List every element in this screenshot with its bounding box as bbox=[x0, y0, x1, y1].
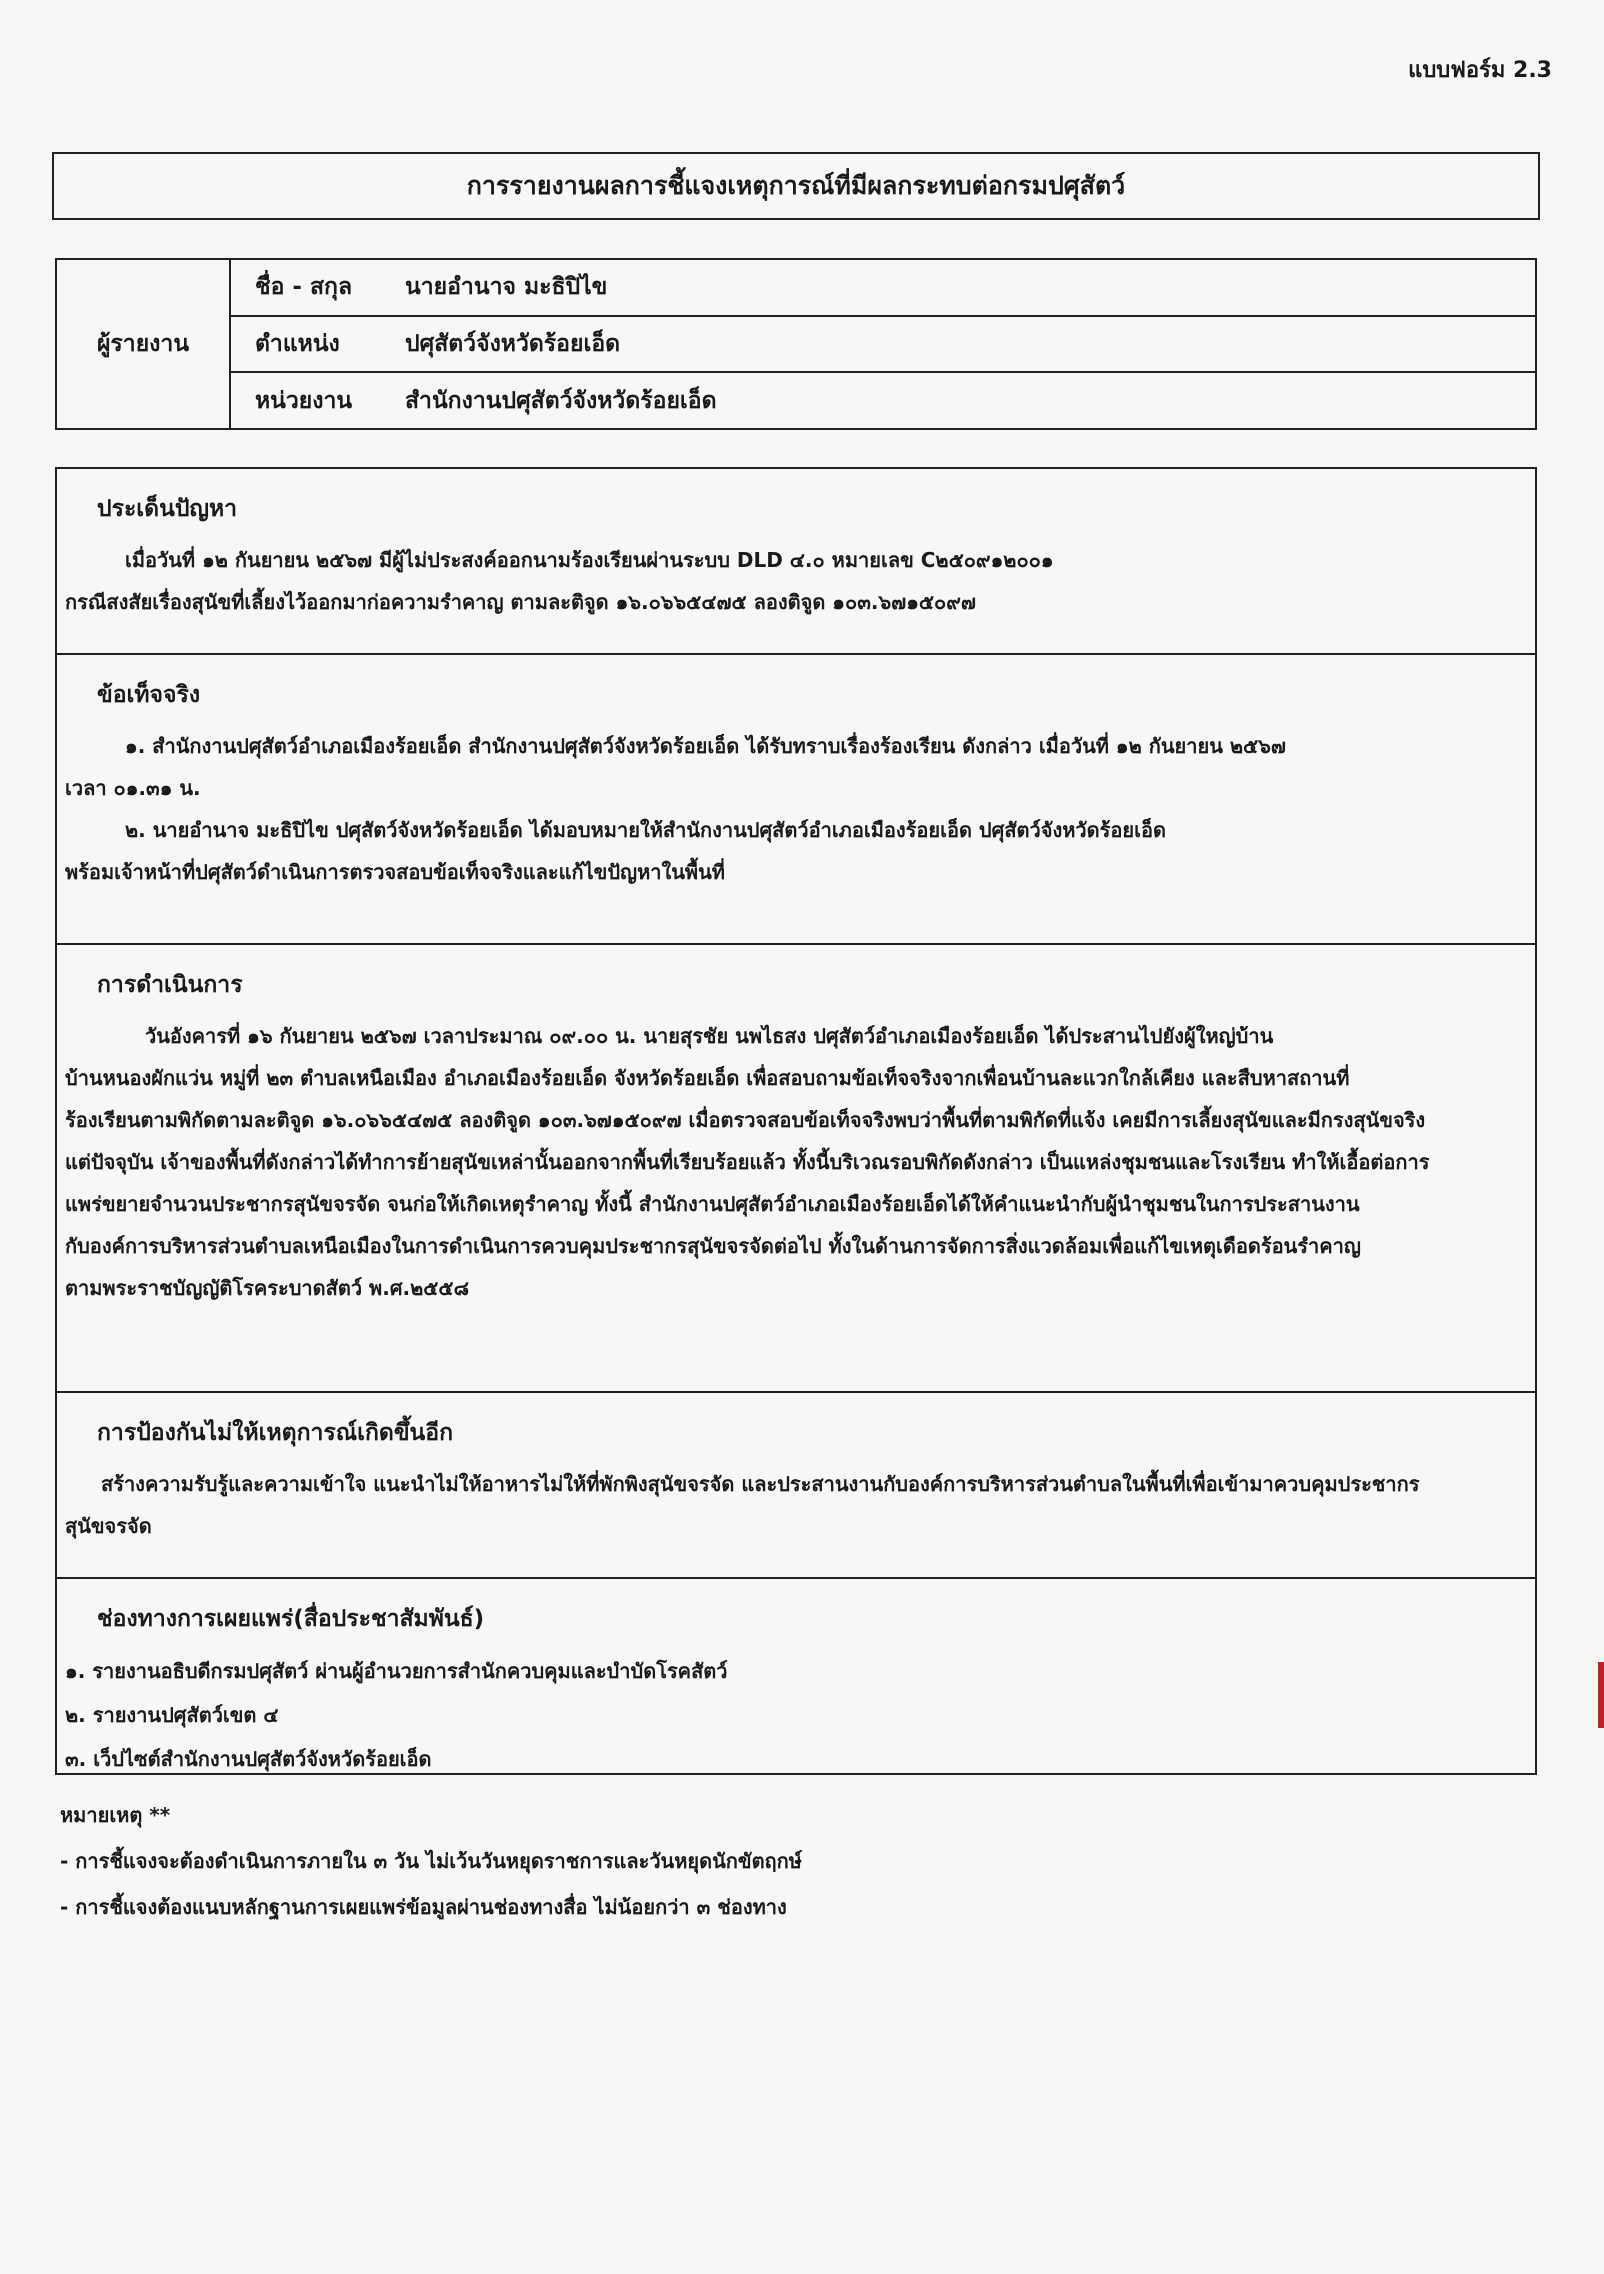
report-body bbox=[55, 467, 1537, 1775]
section-line: ร้องเรียนตามพิกัดตามละติจูด ๑๖.๐๖๖๕๔๗๕ ลองติจูด ๑๐๓.๖๗๑๕๐๙๗ เมื่อตรวจสอบข้อเท็จจริงพบว่าพื้นที่ตามพิกัดที่แจ้ง เคยมีการเลี้ยงสุนัขและมีกรงสุนัขจริง bbox=[65, 1108, 1426, 1132]
section-heading: การดำเนินการ bbox=[97, 972, 243, 998]
reporter-label: ผู้รายงาน bbox=[57, 260, 231, 428]
section-actions bbox=[57, 945, 1535, 1393]
section-line: เมื่อวันที่ ๑๒ กันยายน ๒๕๖๗ มีผู้ไม่ประสงค์ออกนามร้องเรียนผ่านระบบ DLD ๔.๐ หมายเลข C๒๕๐๙๑๒๐๐๑ bbox=[125, 548, 1054, 572]
section-line: พร้อมเจ้าหน้าที่ปศุสัตว์ดำเนินการตรวจสอบข้อเท็จจริงและแก้ไขปัญหาในพื้นที่ bbox=[65, 860, 725, 884]
section-heading: ข้อเท็จจริง bbox=[97, 682, 201, 708]
section-line: กับองค์การบริหารส่วนตำบลเหนือเมืองในการดำเนินการควบคุมประชากรสุนัขจรจัดต่อไป ทั้งในด้านการจัดการสิ่งแวดล้อมเพื่อแก้ไขเหตุเดือดร้อนรำคาญ bbox=[65, 1234, 1361, 1258]
section-line: ๑. รายงานอธิบดีกรมปศุสัตว์ ผ่านผู้อำนวยการสำนักควบคุมและบำบัดโรคสัตว์ bbox=[65, 1659, 728, 1683]
edge-mark bbox=[1598, 1662, 1604, 1728]
section-facts bbox=[57, 655, 1535, 945]
note-item: - การชี้แจงต้องแนบหลักฐานการเผยแพร่ข้อมูลผ่านช่องทางสื่อ ไม่น้อยกว่า ๓ ช่องทาง bbox=[60, 1895, 787, 1919]
field-key: ตำแหน่ง bbox=[255, 331, 340, 357]
reporter-row-position bbox=[231, 317, 1535, 374]
field-value: นายอำนาจ มะธิปิไข bbox=[405, 274, 608, 301]
section-heading: ประเด็นปัญหา bbox=[97, 496, 238, 522]
section-line: บ้านหนองผักแว่น หมู่ที่ ๒๓ ตำบลเหนือเมือง อำเภอเมืองร้อยเอ็ด จังหวัดร้อยเอ็ด เพื่อสอบถามข้อเท็จจริงจากเพื่อนบ้านละแวกใกล้เคียง และสืบหาสถานที่ bbox=[65, 1066, 1350, 1090]
field-key: ชื่อ - สกุล bbox=[255, 274, 353, 301]
section-issue bbox=[57, 469, 1535, 655]
notes bbox=[60, 1792, 1360, 1930]
section-line: สร้างความรับรู้และความเข้าใจ แนะนำไม่ให้อาหารไม่ให้ที่พักพิงสุนัขจรจัด และประสานงานกับองค์การบริหารส่วนตำบลในพื้นที่เพื่อเข้ามาควบคุมประชากร bbox=[101, 1472, 1420, 1496]
section-channels bbox=[57, 1579, 1535, 1777]
section-line: ๒. นายอำนาจ มะธิปิไข ปศุสัตว์จังหวัดร้อยเอ็ด ได้มอบหมายให้สำนักงานปศุสัตว์อำเภอเมืองร้อยเอ็ด ปศุสัตว์จังหวัดร้อยเอ็ด bbox=[125, 818, 1166, 842]
section-line: สุนัขจรจัด bbox=[65, 1514, 152, 1538]
note-item: - การชี้แจงจะต้องดำเนินการภายใน ๓ วัน ไม่เว้นวันหยุดราชการและวันหยุดนักขัตฤกษ์ bbox=[60, 1849, 802, 1873]
section-line: ๑. สำนักงานปศุสัตว์อำเภอเมืองร้อยเอ็ด สำนักงานปศุสัตว์จังหวัดร้อยเอ็ด ได้รับทราบเรื่องร้องเรียน ดังกล่าว เมื่อวันที่ ๑๒ กันยายน ๒๕๖๗ bbox=[125, 734, 1286, 758]
section-line: ๒. รายงานปศุสัตว์เขต ๔ bbox=[65, 1703, 279, 1727]
notes-heading: หมายเหตุ ** bbox=[60, 1803, 171, 1827]
section-line: วันอังคารที่ ๑๖ กันยายน ๒๕๖๗ เวลาประมาณ ๐๙.๐๐ น. นายสุรชัย นพไธสง ปศุสัตว์อำเภอเมืองร้อยเอ็ด ได้ประสานไปยังผู้ใหญ่บ้าน bbox=[145, 1024, 1274, 1048]
field-value: สำนักงานปศุสัตว์จังหวัดร้อยเอ็ด bbox=[405, 387, 717, 414]
section-line: กรณีสงสัยเรื่องสุนัขที่เลี้ยงไว้ออกมาก่อความรำคาญ ตามละติจูด ๑๖.๐๖๖๕๔๗๕ ลองติจูด ๑๐๓.๖๗๑๕๐๙๗ bbox=[65, 590, 976, 614]
form-number: แบบฟอร์ม 2.3 bbox=[1408, 58, 1552, 83]
section-line: เวลา ๐๑.๓๑ น. bbox=[65, 776, 201, 800]
section-heading: ช่องทางการเผยแพร่(สื่อประชาสัมพันธ์) bbox=[97, 1606, 485, 1632]
section-line: แต่ปัจจุบัน เจ้าของพื้นที่ดังกล่าวได้ทำการย้ายสุนัขเหล่านั้นออกจากพื้นที่เรียบร้อยแล้ว ทั้งนี้บริเวณรอบพิกัดดังกล่าว เป็นแหล่งชุมชนและโรงเรียน ทำให้เอื้อต่อการ bbox=[65, 1150, 1430, 1174]
reporter-row-agency bbox=[231, 373, 1535, 428]
section-line: ตามพระราชบัญญัติโรคระบาดสัตว์ พ.ศ.๒๕๕๘ bbox=[65, 1276, 469, 1300]
reporter-table bbox=[55, 258, 1537, 430]
section-line: แพร่ขยายจำนวนประชากรสุนัขจรจัด จนก่อให้เกิดเหตุรำคาญ ทั้งนี้ สำนักงานปศุสัตว์อำเภอเมืองร้อยเอ็ดได้ให้คำแนะนำกับผู้นำชุมชนในการประสานงาน bbox=[65, 1192, 1360, 1216]
document-title: การรายงานผลการชี้แจงเหตุการณ์ที่มีผลกระทบต่อกรมปศุสัตว์ bbox=[52, 152, 1540, 220]
reporter-row-name bbox=[231, 260, 1535, 317]
section-prevention bbox=[57, 1393, 1535, 1579]
section-heading: การป้องกันไม่ให้เหตุการณ์เกิดขึ้นอีก bbox=[97, 1420, 454, 1446]
field-value: ปศุสัตว์จังหวัดร้อยเอ็ด bbox=[405, 331, 621, 357]
section-line: ๓. เว็ปไซต์สำนักงานปศุสัตว์จังหวัดร้อยเอ็ด bbox=[65, 1747, 432, 1771]
field-key: หน่วยงาน bbox=[255, 387, 353, 414]
